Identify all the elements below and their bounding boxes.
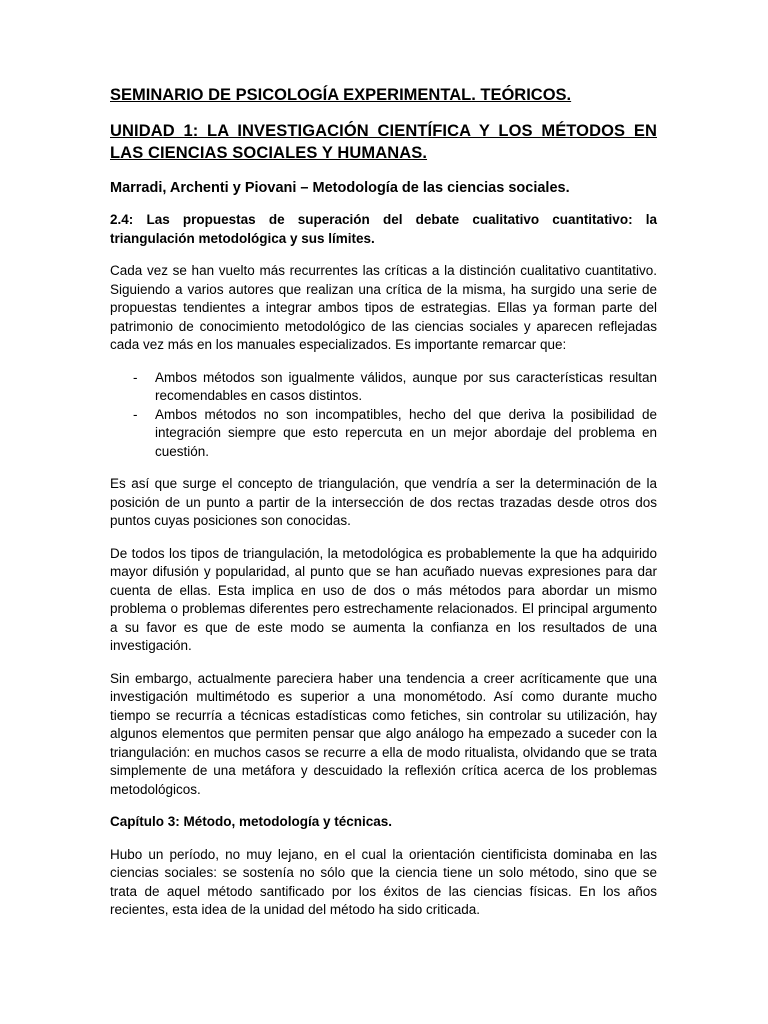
bullet-dash: -: [133, 369, 138, 385]
document-page: [110, 84, 657, 934]
bullet-text: Ambos métodos son igualmente válidos, aunque por sus características resultan recomendables en casos distintos.: [155, 369, 657, 403]
chapter-heading: Capítulo 3: Método, metodología y técnicas.: [110, 814, 393, 829]
unit-title: UNIDAD 1: LA INVESTIGACIÓN CIENTÍFICA Y LOS MÉTODOS EN LAS CIENCIAS SOCIALES Y HUMANAS.: [110, 122, 657, 162]
paragraph: De todos los tipos de triangulación, la metodológica es probablemente la que ha adquirido mayor difusión y popularidad, al punto que se han acuñado nuevas expresiones para dar cuenta de ellas. Esta implica en uso de dos o más métodos para abordar un mismo problema o problemas diferentes pero estrechamente relacionados. El principal argumento a su favor es que de este modo se aumenta la confianza en los resultados de una investigación.: [110, 545, 657, 653]
list-item: [110, 406, 657, 462]
paragraph: Es así que surge el concepto de triangulación, que vendría a ser la determinación de la posición de un punto a partir de la intersección de dos rectas trazadas desde otros dos puntos cuyas posiciones son conocidas.: [110, 476, 657, 528]
list-item: [110, 369, 657, 406]
authors-line: Marradi, Archenti y Piovani – Metodología de las ciencias sociales.: [110, 180, 570, 196]
bullet-list: [110, 369, 657, 462]
paragraph: Cada vez se han vuelto más recurrentes las críticas a la distinción cualitativo cuantitativo. Siguiendo a varios autores que realizan una crítica de la misma, ha surgido una serie de propuestas tendientes a integrar ambos tipos de estrategias. Ellas ya forman parte del patrimonio de conocimiento metodológico de las ciencias sociales y aparecen reflejadas cada vez más en los manuales especializados. Es importante remarcar que:: [110, 263, 657, 352]
bullet-text: Ambos métodos no son incompatibles, hecho del que deriva la posibilidad de integración siempre que esto repercuta en un mejor abordaje del problema en cuestión.: [155, 406, 657, 459]
paragraph: Hubo un período, no muy lejano, en el cual la orientación cientificista dominaba en las ciencias sociales: se sostenía no sólo que la ciencia tiene un solo método, sino que se trata de aquel método santificado por los éxitos de las ciencias físicas. En los años recientes, esta idea de la unidad del método ha sido criticada.: [110, 846, 657, 917]
document-title: SEMINARIO DE PSICOLOGÍA EXPERIMENTAL. TEÓRICOS.: [110, 86, 572, 104]
bullet-dash: -: [133, 406, 138, 422]
paragraph: Sin embargo, actualmente pareciera haber una tendencia a creer acríticamente que una investigación multimétodo es superior a una monométodo. Así como durante mucho tiempo se recurría a técnicas estadísticas como fetiches, sin controlar su utilización, hay algunos elementos que permiten pensar que algo análogo ha empezado a suceder con la triangulación: en muchos casos se recurre a ella de modo ritualista, olvidando que se trata simplemente de una metáfora y descuidado la reflexión crítica acerca de los problemas metodológicos.: [110, 670, 657, 797]
section-heading: 2.4: Las propuestas de superación del debate cualitativo cuantitativo: la triangulación metodológica y sus límites.: [110, 212, 657, 246]
